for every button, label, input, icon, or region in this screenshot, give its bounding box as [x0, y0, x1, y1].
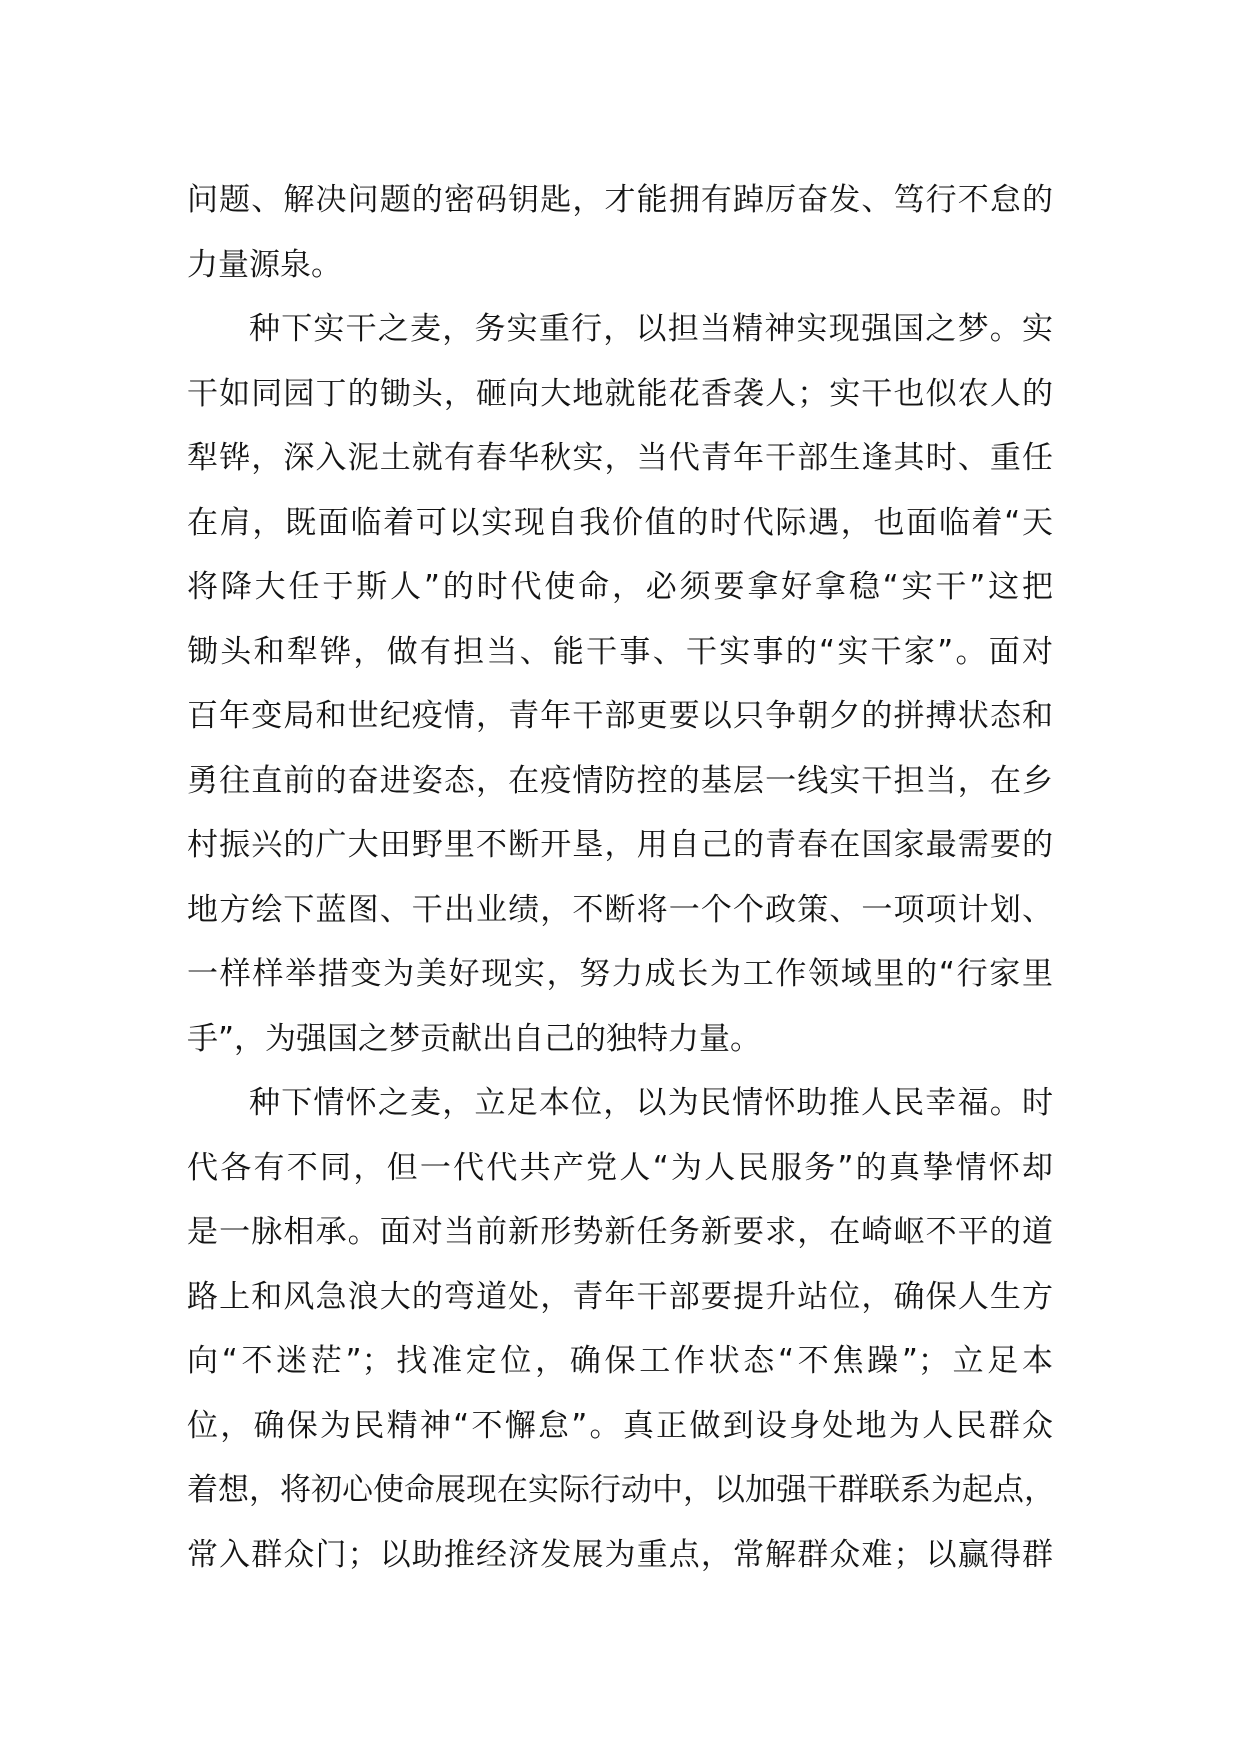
- text-line: 问题、解决问题的密码钥匙，才能拥有踔厉奋发、笃行不怠的: [187, 182, 1053, 218]
- body-text: [187, 168, 1087, 1587]
- text-line: 在肩，既面临着可以实现自我价值的时代际遇，也面临着“天: [187, 504, 1053, 541]
- text-line: 地方绘下蓝图、干出业绩，不断将一个个政策、一项项计划、: [187, 891, 1053, 928]
- text-line: 力量源泉。: [187, 246, 342, 283]
- text-line: 路上和风急浪大的弯道处，青年干部要提升站位，确保人生方: [187, 1278, 1053, 1315]
- text-line: 干如同园丁的锄头，砸向大地就能花香袭人；实干也似农人的: [187, 375, 1053, 412]
- text-line: 着想，将初心使命展现在实际行动中，以加强干群联系为起点，: [187, 1472, 1055, 1508]
- text-line: 位，确保为民精神“不懈怠”。真正做到设身处地为人民群众: [187, 1407, 1053, 1444]
- text-line: 常入群众门；以助推经济发展为重点，常解群众难；以赢得群: [187, 1536, 1053, 1573]
- text-line: 勇往直前的奋进姿态，在疫情防控的基层一线实干担当，在乡: [187, 762, 1053, 799]
- text-line: 将降大任于斯人”的时代使命，必须要拿好拿稳“实干”这把: [187, 569, 1053, 605]
- text-line: 锄头和犁铧，做有担当、能干事、干实事的“实干家”。面对: [187, 633, 1053, 670]
- text-line: 代各有不同，但一代代共产党人“为人民服务”的真挚情怀却: [187, 1149, 1053, 1186]
- text-line: 百年变局和世纪疫情，青年干部更要以只争朝夕的拼搏状态和: [187, 698, 1053, 734]
- text-line: 是一脉相承。面对当前新形势新任务新要求，在崎岖不平的道: [187, 1214, 1053, 1250]
- text-line: 犁铧，深入泥土就有春华秋实，当代青年干部生逢其时、重任: [187, 440, 1053, 476]
- text-line: 一样样举措变为美好现实，努力成长为工作领域里的“行家里: [187, 956, 1053, 992]
- text-line: 种下实干之麦，务实重行，以担当精神实现强国之梦。实: [249, 311, 1053, 347]
- text-line: 村振兴的广大田野里不断开垦，用自己的青春在国家最需要的: [187, 827, 1053, 863]
- text-line: 手”，为强国之梦贡献出自己的独特力量。: [187, 1020, 762, 1057]
- text-line: 种下情怀之麦，立足本位，以为民情怀助推人民幸福。时: [249, 1085, 1053, 1121]
- text-line: 向“不迷茫”；找准定位，确保工作状态“不焦躁”；立足本: [187, 1343, 1053, 1379]
